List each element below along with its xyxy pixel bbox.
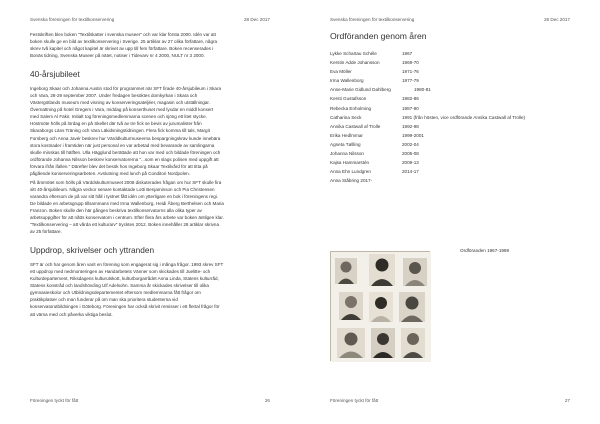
chairs-photo-collage (330, 251, 430, 361)
text-line: Höstmöte hölls på lördag en på Skellet där två av tre fick se bevis av jurumalister från (30, 121, 202, 127)
chair-name: Anna Ståbring 2017- (330, 178, 373, 184)
text-line: och Vara, 28-29 september 2007. Under fredagen besöktes domkyrkan i Skara och (30, 93, 198, 99)
page-number: 27 (564, 398, 570, 403)
portrait (403, 258, 427, 286)
chair-years: 1969-70 (402, 60, 419, 66)
chair-years: 2002-04 (402, 141, 419, 147)
running-footer (330, 398, 570, 403)
portrait (369, 292, 393, 322)
chair-name: Anne-Marie Gidlund Dahlberg (330, 87, 391, 93)
list-item (330, 178, 525, 187)
text-line: Övernattning på hotel Gregers i Vara, middag på konserthuset med lyxdar en middl konsert (30, 107, 214, 113)
portrait (399, 292, 425, 322)
text-line: "Textilkonservering – att vårda ett kulturarv" trycktes 2012. Boken innehåller 28 artiklar skrivna (30, 222, 219, 228)
text-line: Västergötlands museum med visning av konserveringsateljéer, magasin och utställningar. (30, 100, 210, 106)
header-org-name: Svenska föreningen för textilkonservering (30, 17, 115, 22)
list-item (330, 115, 525, 124)
chair-years: 2014-17 (402, 169, 419, 175)
text-line: SFT är och har genom åren varit en förening som engagerat sig i många frågor. 1993 skrev SFT (30, 262, 224, 268)
list-item (330, 124, 525, 133)
text-line: Forsberg och Anna Javér beskrev hur Värddkulturmuseerna bespargningskrav kunde innebära (30, 135, 221, 141)
page-number: 26 (264, 398, 270, 403)
text-line: sitt 40-årsjubileum. Några veckor senare kontaktade Lotti Benjaminson och Pia Christensen (30, 186, 215, 192)
text-line: De bildade en arbetsgrupp tillsammans med Irma Wallenborg, Heidi Åberg Berthelsen och Maria (30, 200, 224, 206)
chair-name: Kersti Gustafsson (330, 96, 367, 102)
chair-years: 1999-2001 (402, 132, 424, 138)
portrait (335, 258, 357, 284)
chairs-list (330, 51, 525, 187)
chair-years: 1987-90 (402, 105, 419, 111)
chair-name: Catharina Seck (330, 114, 362, 120)
header-date: 28 Dec 2017 (243, 17, 270, 22)
text-line: konservatorutbildningen i Göteborg. Föreningen har också skrivit remisser i ett flertal frågor för (30, 304, 220, 310)
text-line: av 25 författare. (30, 229, 62, 235)
text-line: ett uppdrop med nedmonteringen av Handarbetets Vänner som skickades till Juelitte- och (30, 269, 211, 275)
appeals-paragraph (30, 261, 270, 317)
portrait (337, 328, 365, 358)
chair-name: Anna Ehn Lundgren (330, 169, 371, 175)
portrait (371, 328, 395, 358)
text-line: förvara ifrån ifallen." Därefter blev det besök hos Ingeborg Skaar Textilvård för att titta på (30, 163, 208, 169)
right-page (300, 0, 600, 424)
chair-name: Annika Castwall af Trolle (330, 123, 381, 129)
photo-frame (330, 251, 430, 361)
list-item (330, 160, 525, 169)
list-item (330, 151, 525, 160)
chair-years: 2005-08 (402, 151, 419, 157)
running-header (330, 17, 570, 22)
jubilee-paragraph-2 (30, 179, 270, 235)
portrait (401, 328, 425, 358)
chair-years: 1971-76 (402, 69, 419, 75)
running-header (30, 17, 270, 22)
chair-years: 1980-81 (414, 87, 431, 93)
footer-text: Föreningen tyckt för fått (30, 398, 79, 403)
chair-years: 1982-86 (402, 96, 419, 102)
text-line: med Salem Al Fakir. Initialt tog föreningsmedlemmarna scenen och sjöng ett litet stycke. (30, 114, 207, 120)
list-item (330, 69, 525, 78)
intro-paragraph (30, 31, 270, 59)
chair-name: Erika Hedlmmar (330, 132, 363, 138)
text-line: varandra eftersom de på var sitt håll i tystnet fått idén om ytterligare en bok i föreningens regi. (30, 193, 219, 199)
chair-name: Rebecka Enholming (330, 105, 372, 111)
list-item (330, 96, 525, 105)
chair-years: 2009-13 (402, 160, 419, 166)
portrait (339, 292, 363, 320)
chair-name: Lykke Schartau Schéle (330, 51, 377, 56)
list-item (330, 106, 525, 115)
text-line: skrev två kapitel och något kapitel är skrivet av upp till fem författare. Boken recenserades i (30, 46, 214, 52)
chair-years: 1967 (402, 51, 413, 56)
portrait (369, 254, 395, 286)
section-heading-appeals: Uppdrop, skrivelser och yttranden (30, 245, 155, 256)
text-line: Festskriften blev boken "Textilskatter i svenska museer" och var klar första 2000. Idén var att (30, 32, 216, 37)
text-line: pågående konserveringsarbeten. Avslutning med lunch på Conditori Nordpolen. (30, 170, 190, 176)
text-line: ordförande Johanna Nilsson beskrev konservatorerna "...som en slags polisen med uppgift att (30, 156, 219, 162)
text-line: att värna med och påverka viktiga beslut. (30, 311, 113, 317)
text-line: gymnasieskolor och Utbildningsdepartementet eftersom medlemmarna fått frågor om (30, 290, 201, 296)
chair-name: Kajsa Hammarstén (330, 160, 370, 166)
jubilee-paragraph-1 (30, 85, 270, 177)
text-line: Skaraborgs Läns Träning och Vara Läkidsningstidningen. Flera fick komma till tals, Margit (30, 128, 210, 134)
text-line: Kulturdepartement, Riksdagens kulturutskott, kulturborgarrådet Anna Linda, Statens kulturråd, (30, 276, 219, 282)
chair-name: Kerstin Adde Johansson (330, 60, 380, 66)
list-item (330, 169, 525, 178)
left-page-content (30, 31, 270, 318)
footer-text: Föreningen tyckt för fått (330, 398, 379, 403)
list-item (330, 87, 525, 96)
text-line: Franzon. Boken skulle den här gången beskriva textilkonservatorns alla olika typer av (30, 207, 202, 213)
text-line: boken skulle ge en bild av textilkonservering i Sverige. 25 artiklar av 27 olika författare, några (30, 39, 218, 45)
header-org-name: Svenska föreningen för textilkonservering (330, 17, 415, 22)
text-line: praktikplatser och man funderar på om man ska prioritera studenterna vid (30, 297, 178, 303)
page-title: Ordföranden genom åren (330, 31, 427, 41)
text-line: På årsmötet som hölls på Värddskulturmuseet 2008 diskuterades frågan om hur SFT skulle fira (30, 179, 222, 185)
section-heading-jubilee: 40-årsjubileet (30, 69, 80, 80)
photo-caption: Ordföranden 1967-1998 (460, 248, 510, 253)
chair-name: Johanna Nilsson (330, 151, 364, 157)
chair-years: 1991 (från hösten, vice ordförande Annika Castwall af Trolle) (402, 114, 526, 120)
header-date: 28 Dec 2017 (543, 17, 570, 22)
list-item (330, 60, 525, 69)
list-item (330, 133, 525, 142)
text-line: skulle minskas till hälften. Ulla Hägglund berättade att hon var med och bildade föreningen och (30, 149, 221, 155)
text-line: Statens konstråd och landshövding Ulf Adelsohn. Samma år skickades skrivelser till olika (30, 283, 209, 289)
chair-name: Agneta Tøllling (330, 141, 361, 147)
list-item (330, 51, 525, 60)
text-line: arbetsuppgifter för att nåtts konservatorn i centrum. Efter flera års arbete var boken äntligen klar. (30, 215, 224, 221)
chair-years: 1992-98 (402, 123, 419, 129)
portraits-illustration (331, 252, 431, 362)
list-item (330, 78, 525, 87)
running-footer (30, 398, 270, 403)
chair-name: Eva Möller (330, 69, 352, 75)
text-line: Ingeborg Skaar och Johanna Austin stod för programmet när SFT firade 40-årsjubileum i Skara (30, 86, 221, 92)
text-line: Bonäs tidning, Svenska Museer på nätet, notiser i Tidevarv nr 4 2000, NULT nr 3 2000. (30, 53, 205, 59)
chair-name: Irma Wallenborg (330, 78, 364, 84)
text-line: stora kostnader i framtiden när just personal en var arbetad med bevarande av samlingarna (30, 142, 215, 148)
chair-years: 1977-79 (402, 78, 419, 84)
right-page-content (330, 31, 570, 187)
list-item (330, 142, 525, 151)
